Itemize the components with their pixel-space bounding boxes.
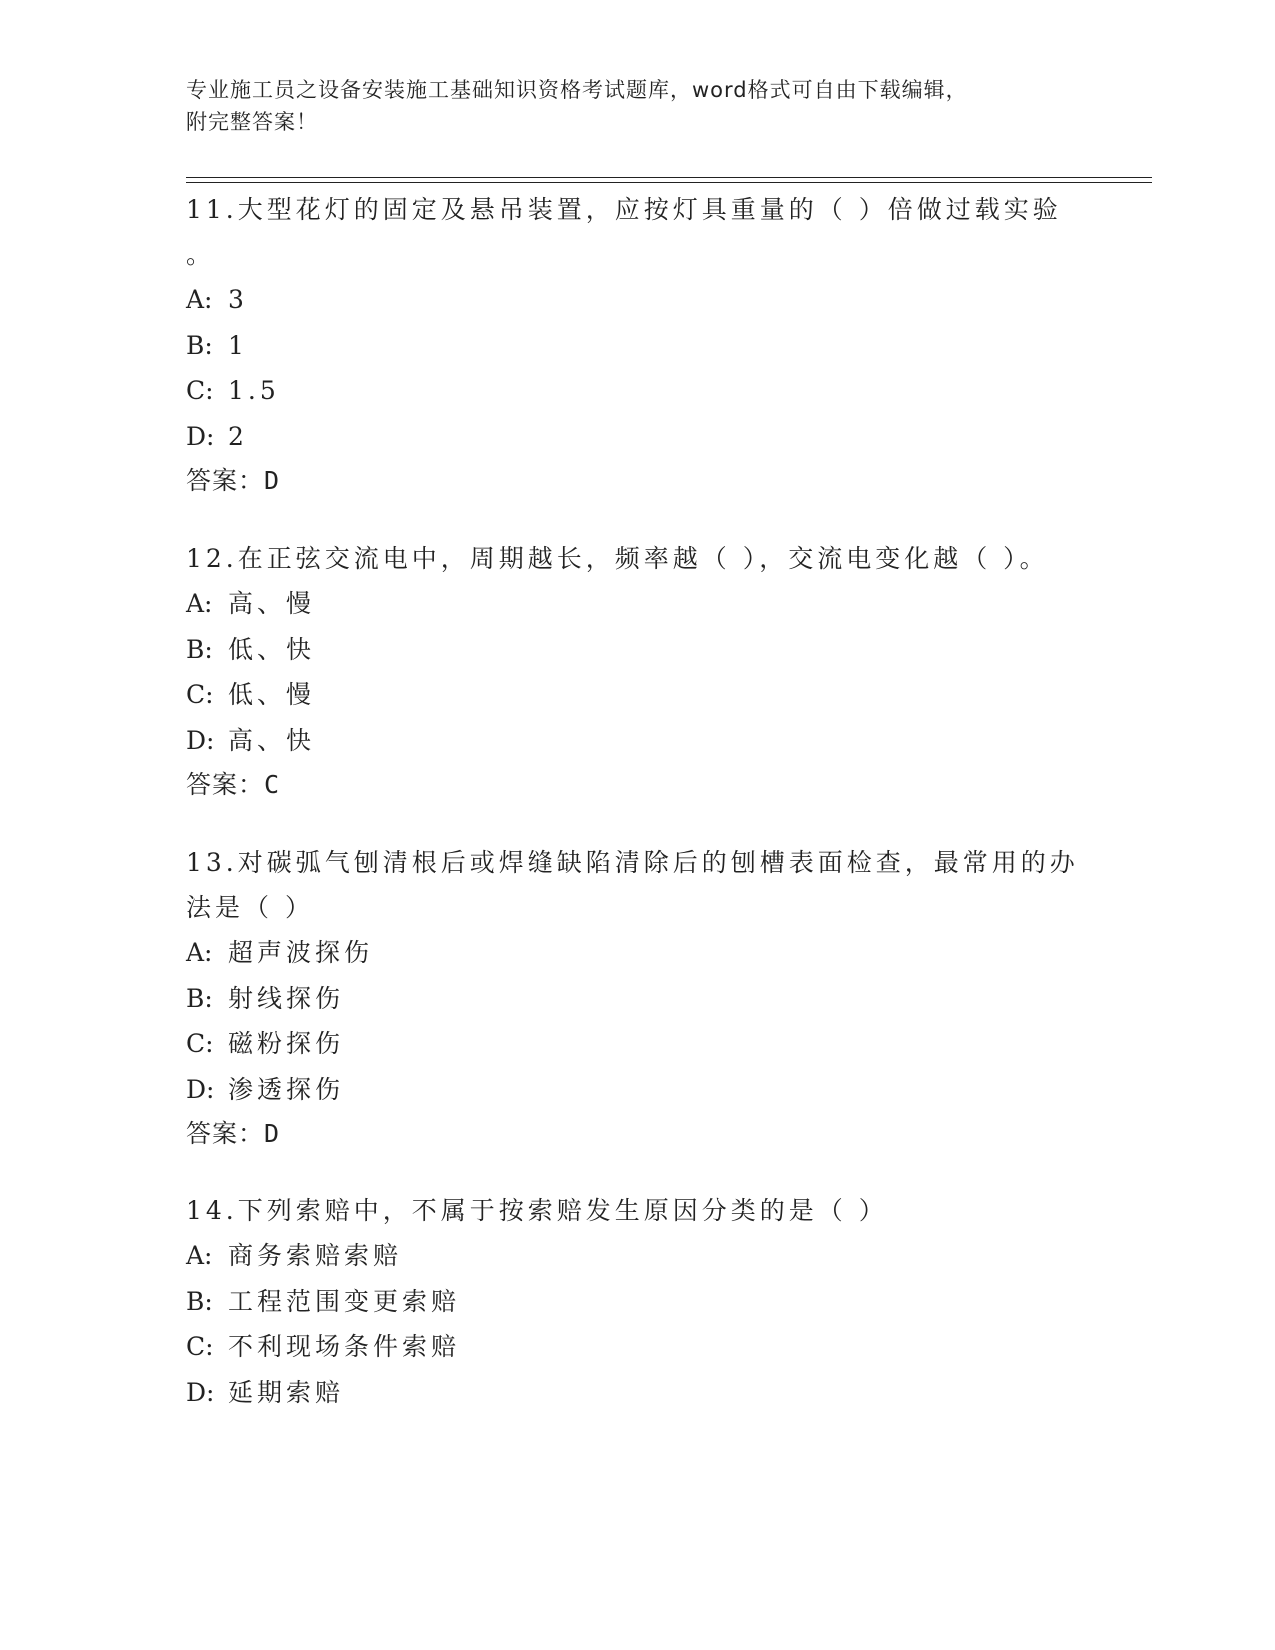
stem-line-2: 法是（ ） [186, 893, 314, 922]
option-d [186, 414, 1086, 460]
option-label: D: [186, 1074, 215, 1104]
option-text: 1.5 [228, 376, 280, 405]
option-text: 渗透探伤 [228, 1074, 345, 1104]
option-label: A: [186, 938, 213, 967]
option-c [186, 368, 1086, 414]
option-a [186, 1233, 1086, 1279]
option-text: 低、慢 [228, 680, 316, 709]
stem-line-1: 14.下列索赔中，不属于按索赔发生原因分类的是（ ） [186, 1196, 888, 1225]
option-a [186, 581, 1086, 627]
option-label: B: [186, 1286, 213, 1316]
option-text: 1 [228, 330, 248, 360]
answer-line [186, 1112, 1086, 1156]
option-c [186, 672, 1086, 718]
question-stem [186, 840, 1086, 930]
option-label: D: [186, 725, 215, 755]
header-line-1: 专业施工员之设备安装施工基础知识资格考试题库，word格式可自由下载编辑， [186, 78, 968, 102]
option-text: 不利现场条件索赔 [228, 1332, 461, 1361]
option-text: 3 [228, 285, 248, 314]
option-text: 磁粉探伤 [228, 1029, 345, 1058]
option-b [186, 976, 1086, 1022]
option-text: 高、慢 [228, 589, 316, 618]
question-stem [186, 1188, 1086, 1233]
option-label: D: [186, 421, 215, 451]
option-a [186, 277, 1086, 323]
option-label: A: [186, 1241, 213, 1270]
question-11 [186, 187, 1086, 503]
option-c [186, 1021, 1086, 1067]
document-header [186, 74, 1066, 138]
header-divider-top [186, 177, 1152, 178]
option-label: C: [186, 680, 214, 709]
option-label: D: [186, 1377, 215, 1407]
stem-line-2: 。 [186, 240, 216, 269]
option-d [186, 1370, 1086, 1416]
option-d [186, 1067, 1086, 1113]
answer-line [186, 459, 1086, 503]
question-stem [186, 187, 1086, 277]
question-stem [186, 536, 1086, 581]
option-text: 延期索赔 [228, 1377, 345, 1407]
answer-key: D [264, 466, 281, 495]
header-divider-bottom [186, 182, 1152, 183]
option-text: 商务索赔索赔 [228, 1241, 403, 1270]
option-label: C: [186, 376, 214, 405]
question-12 [186, 536, 1086, 807]
answer-label: 答案： [186, 466, 265, 495]
option-label: B: [186, 330, 213, 360]
option-label: B: [186, 983, 213, 1013]
option-text: 超声波探伤 [228, 938, 374, 967]
question-13 [186, 840, 1086, 1156]
option-d [186, 718, 1086, 764]
option-label: A: [186, 285, 213, 314]
stem-line-1: 12.在正弦交流电中，周期越长，频率越（ ），交流电变化越（ ）。 [186, 544, 1049, 573]
option-c [186, 1324, 1086, 1370]
answer-label: 答案： [186, 1119, 265, 1148]
option-b [186, 627, 1086, 673]
answer-key: D [264, 1119, 281, 1148]
question-14 [186, 1188, 1086, 1415]
option-b [186, 1279, 1086, 1325]
answer-label: 答案： [186, 770, 265, 799]
answer-key: C [264, 770, 281, 799]
option-text: 工程范围变更索赔 [228, 1286, 461, 1316]
option-text: 高、快 [228, 725, 316, 755]
stem-line-1: 11.大型花灯的固定及悬吊装置，应按灯具重量的（ ）倍做过载实验 [186, 195, 1062, 224]
option-text: 射线探伤 [228, 983, 345, 1013]
option-text: 2 [228, 421, 248, 451]
stem-line-1: 13.对碳弧气刨清根后或焊缝缺陷清除后的刨槽表面检查，最常用的办 [186, 848, 1079, 877]
answer-line [186, 763, 1086, 807]
option-label: B: [186, 634, 213, 664]
option-label: C: [186, 1029, 214, 1058]
option-label: A: [186, 589, 213, 618]
option-a [186, 930, 1086, 976]
option-text: 低、快 [228, 634, 316, 664]
header-line-2: 附完整答案！ [186, 110, 318, 134]
option-b [186, 323, 1086, 369]
option-label: C: [186, 1332, 214, 1361]
